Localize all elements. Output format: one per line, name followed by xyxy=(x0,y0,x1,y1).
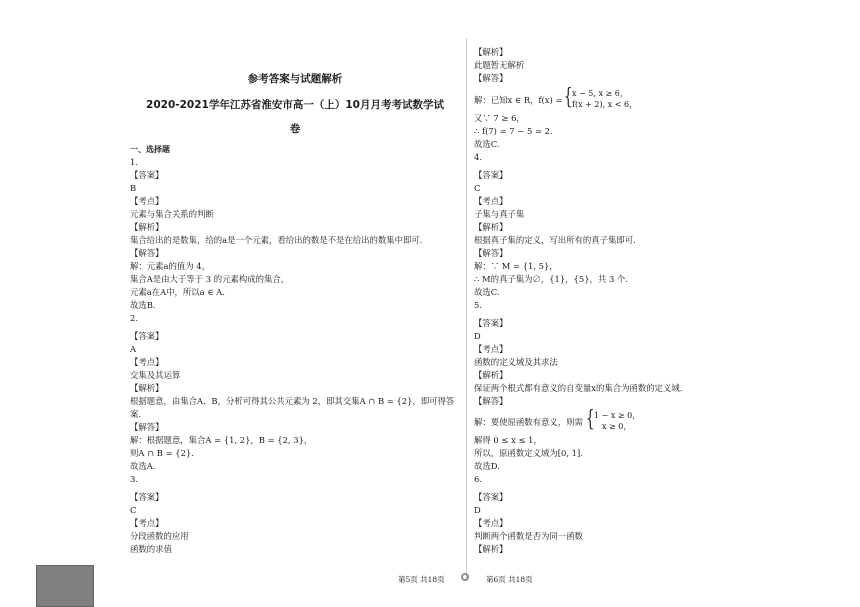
text-line: 解：∵ M = {1, 5}， xyxy=(474,261,558,271)
text-line: 解：元素a的值为 4， xyxy=(130,261,210,271)
text-line: 则A ∩ B = {2}. xyxy=(130,448,194,458)
text-line: 解：已知x ∈ R，f(x) = xyxy=(474,95,563,105)
text-line: 【答案】 xyxy=(130,492,164,502)
text-line: 集合A是由大于等于 3 的元素构成的集合， xyxy=(130,274,290,284)
q2-number: 2. xyxy=(130,313,138,323)
text-line: 【考点】 xyxy=(474,344,508,354)
exam-title-line1: 2020-2021学年江苏省淮安市高一（上）10月月考考试数学试 xyxy=(146,99,444,111)
text-line: 交集及其运算 xyxy=(130,370,181,380)
thumbnail-box xyxy=(36,565,94,607)
section-heading: 一、选择题 xyxy=(130,145,170,154)
text-line: B xyxy=(130,183,137,193)
piecewise-case: x − 5, x ≥ 6， xyxy=(572,89,628,98)
text-line: A xyxy=(130,344,137,354)
text-line: 分段函数的应用 xyxy=(130,531,189,541)
text-line: C xyxy=(474,183,481,193)
q6-number: 6. xyxy=(474,474,482,484)
q3-number: 3. xyxy=(130,474,138,484)
text-line: C xyxy=(130,505,137,515)
q5-number: 5. xyxy=(474,300,482,310)
settings-icon[interactable] xyxy=(461,573,469,581)
text-line: 【答案】 xyxy=(474,492,508,502)
text-line: 函数的定义域及其求法 xyxy=(474,357,558,367)
text-line: 故选A. xyxy=(130,461,156,471)
text-line: 【答案】 xyxy=(474,170,508,180)
text-line: 【考点】 xyxy=(130,518,164,528)
text-line: 【解答】 xyxy=(474,248,508,258)
text-line: 故选D. xyxy=(474,461,500,471)
piecewise-case: x ≥ 0， xyxy=(602,422,632,431)
piecewise-case: f(x + 2), x < 6， xyxy=(572,100,638,109)
exam-title-line2: 卷 xyxy=(289,123,301,135)
text-line: 又∵ 7 ≥ 6， xyxy=(474,113,525,123)
text-line: 元素a在A中，所以a ∈ A. xyxy=(130,287,225,297)
text-line: 解：根据题意，集合A = {1, 2}，B = {2, 3}， xyxy=(130,435,313,445)
text-line: 【解析】 xyxy=(474,47,508,57)
text-line: 【解析】 xyxy=(130,383,164,393)
text-line: 【解答】 xyxy=(130,248,164,258)
text-line: D xyxy=(474,505,481,515)
text-line: 【解答】 xyxy=(474,396,508,406)
text-line: 解：要使原函数有意义，则需 xyxy=(474,417,583,427)
text-line: 【解析】 xyxy=(474,544,508,554)
text-line: 故选C. xyxy=(474,287,500,297)
text-line: 函数的求值 xyxy=(130,544,172,554)
text-line: 【解答】 xyxy=(474,73,508,83)
text-line: D xyxy=(474,331,481,341)
text-line: 【答案】 xyxy=(130,331,164,341)
text-line: 子集与真子集 xyxy=(474,209,525,219)
text-line: 【考点】 xyxy=(130,357,164,367)
text-line: 所以，原函数定义域为[0, 1]. xyxy=(474,448,583,458)
text-line: 【考点】 xyxy=(474,518,508,528)
text-line: 故选B. xyxy=(130,300,156,310)
piecewise-case: 1 − x ≥ 0， xyxy=(594,411,641,420)
text-line: 【答案】 xyxy=(474,318,508,328)
page-number-left: 第5页 共18页 xyxy=(398,575,445,584)
text-line: 【解答】 xyxy=(130,422,164,432)
q4-number: 4. xyxy=(474,152,482,162)
page-number-right: 第6页 共18页 xyxy=(486,575,533,584)
text-line: 【考点】 xyxy=(474,196,508,206)
text-line: 【考点】 xyxy=(130,196,164,206)
text-line: 【解析】 xyxy=(130,222,164,232)
text-line: 判断两个函数是否为同一函数 xyxy=(474,531,583,541)
text-line: 元素与集合关系的判断 xyxy=(130,209,214,219)
text-line: ∴ f(7) = 7 − 5 = 2. xyxy=(474,126,553,136)
q1-number: 1. xyxy=(130,157,138,167)
text-line: 故选C. xyxy=(474,139,500,149)
text-line: 【答案】 xyxy=(130,170,164,180)
text-line: 保证两个根式都有意义的自变量x的集合为函数的定义域. xyxy=(474,383,683,393)
text-line: 此题暂无解析 xyxy=(474,60,525,70)
text-line: 【解析】 xyxy=(474,370,508,380)
text-line: 解得 0 ≤ x ≤ 1， xyxy=(474,435,542,445)
text-line: 【解析】 xyxy=(474,222,508,232)
text-line: 案. xyxy=(130,409,142,419)
text-line: ∴ M的真子集为∅，{1}，{5}，共 3 个. xyxy=(474,274,628,284)
text-line: 集合给出的是数集，给的a是一个元素，看给出的数是不是在给出的数集中即可. xyxy=(130,235,423,245)
text-line: 根据题意，由集合A、B，分析可得其公共元素为 2，即其交集A ∩ B = {2}，即可得答 xyxy=(130,396,455,406)
text-line: 根据真子集的定义，写出所有的真子集即可. xyxy=(474,235,636,245)
column-divider xyxy=(466,38,467,578)
answer-title: 参考答案与试题解析 xyxy=(247,73,343,85)
